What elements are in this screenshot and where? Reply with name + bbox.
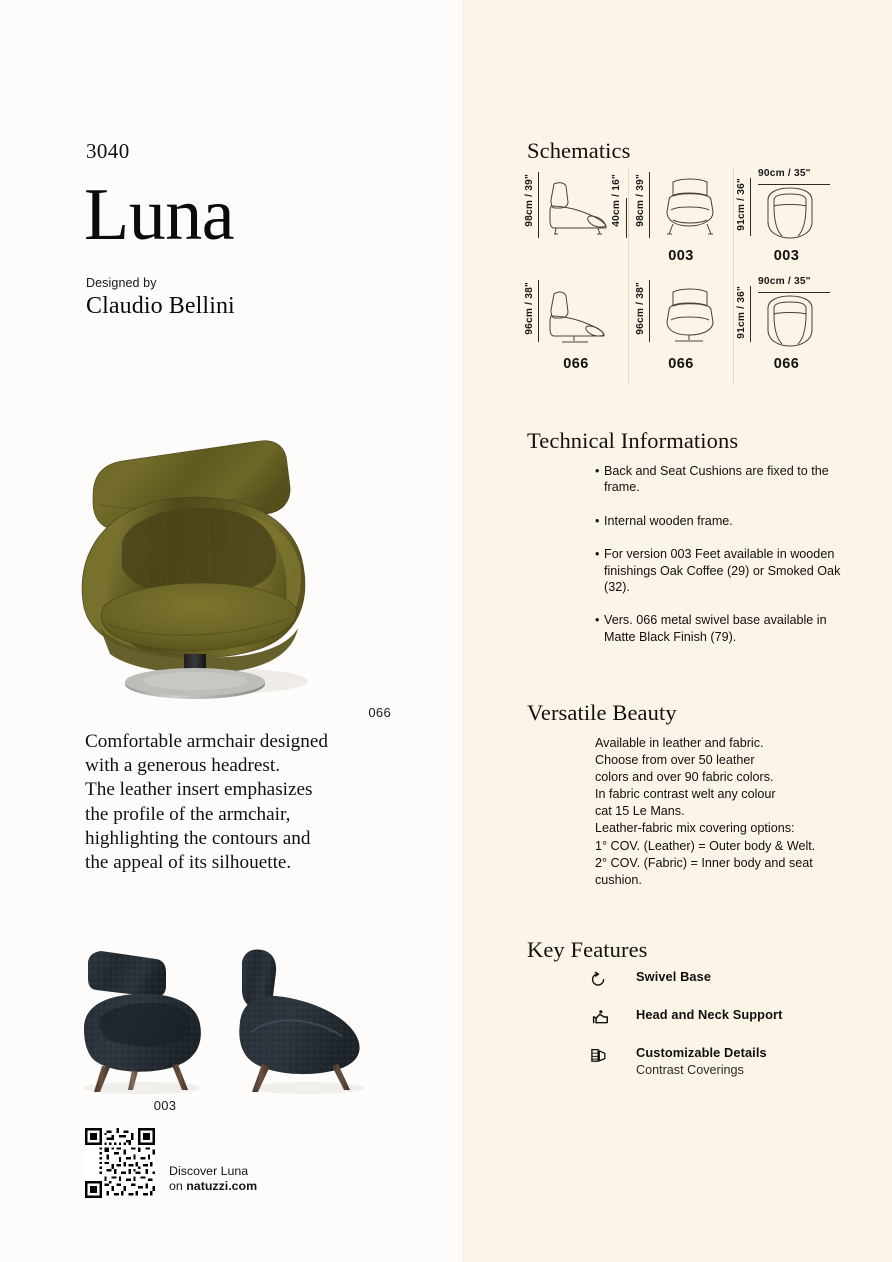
technical-item-text: Internal wooden frame. <box>604 513 733 528</box>
feature-swivel-base <box>590 968 850 990</box>
description-line: highlighting the contours and <box>85 827 311 849</box>
feature-head-neck-support <box>590 1006 850 1028</box>
schematic-cell-side-066 <box>524 276 629 384</box>
feature-customizable-details <box>590 1044 850 1078</box>
schematic-variant-label: 003 <box>773 248 800 264</box>
qr-block[interactable] <box>85 1128 257 1198</box>
hero-chair-illustration <box>60 392 380 704</box>
key-features-heading: Key Features <box>527 937 648 962</box>
versatile-line: In fabric contrast welt any colour <box>595 787 776 802</box>
description-line: The leather insert emphasizes <box>85 779 313 801</box>
versatile-heading: Versatile Beauty <box>527 700 677 725</box>
versatile-line: cat 15 Le Mans. <box>595 804 685 819</box>
bullet-marker: • <box>595 464 600 478</box>
bullet-marker: • <box>595 613 600 628</box>
hero-product-photo <box>60 392 380 704</box>
versatile-line: 1° COV. (Leather) = Outer body & Welt. <box>595 838 816 853</box>
dimension-height: 98cm / 39" <box>635 174 646 227</box>
dimension-secondary: 40cm / 16" <box>611 174 622 227</box>
description-line: the appeal of its silhouette. <box>85 852 292 874</box>
list-item <box>595 513 845 529</box>
dimension-height: 96cm / 38" <box>635 282 646 335</box>
schematic-cell-front-066 <box>629 276 734 384</box>
versatile-line: Available in leather and fabric. <box>595 736 764 750</box>
sub-chair-side <box>239 950 364 1095</box>
page-title: Luna <box>84 174 235 256</box>
dimension-height: 96cm / 38" <box>524 282 535 335</box>
feature-title: Head and Neck Support <box>636 1007 783 1022</box>
dimension-width: 90cm / 35" <box>758 168 811 179</box>
bullet-marker: • <box>595 513 600 528</box>
head-neck-support-glyph <box>590 1008 609 1027</box>
description-line: the profile of the armchair, <box>85 803 291 825</box>
schematic-variant-label: 066 <box>563 356 589 372</box>
hero-variant-code: 066 <box>368 705 391 720</box>
schematics-heading: Schematics <box>527 138 631 163</box>
schematic-front-view <box>657 176 721 240</box>
dimension-height: 98cm / 39" <box>524 174 535 227</box>
schematic-side-view <box>544 284 614 348</box>
right-panel <box>462 0 892 1262</box>
qr-caption-line2 <box>169 1179 257 1194</box>
versatile-line: colors and over 90 fabric colors. <box>595 770 774 785</box>
schematic-front-view <box>657 284 721 348</box>
schematic-side-view <box>544 176 614 240</box>
swivel-rotation-icon <box>590 968 636 990</box>
feature-subtitle: Contrast Coverings <box>636 1063 744 1077</box>
website-link[interactable]: natuzzi.com <box>186 1179 258 1193</box>
technical-list <box>595 463 845 662</box>
schematic-cell-front-003 <box>629 168 734 276</box>
head-neck-support-icon <box>590 1006 636 1028</box>
description-line: with a generous headrest. <box>85 755 281 777</box>
versatile-line: Choose from over 50 leather <box>595 753 755 768</box>
product-description <box>85 730 405 875</box>
designer-name: Claudio Bellini <box>86 293 235 319</box>
schematic-cell-top-003 <box>734 168 839 276</box>
sub-variant-code: 003 <box>153 1098 177 1113</box>
customizable-swatch-glyph <box>590 1046 609 1065</box>
qr-on-prefix: on <box>169 1179 187 1193</box>
bullet-marker: • <box>595 547 600 562</box>
technical-heading: Technical Informations <box>527 428 739 453</box>
versatile-body <box>595 735 845 889</box>
feature-title: Customizable Details <box>636 1045 767 1060</box>
schematic-cell-side-003 <box>524 168 629 276</box>
feature-title: Swivel Base <box>636 969 712 984</box>
sub-chairs-illustration <box>70 940 380 1100</box>
schematic-variant-label: 003 <box>668 248 694 264</box>
technical-item-text: For version 003 Feet available in wooden finishings Oak Coffee (29) or Smoked Oak (32). <box>604 547 841 595</box>
schematic-variant-label: 066 <box>773 356 800 372</box>
product-code: 3040 <box>86 139 130 163</box>
schematic-cell-top-066 <box>734 276 839 384</box>
schematic-top-view <box>760 186 820 242</box>
customizable-swatch-icon <box>590 1044 636 1066</box>
schematics-grid <box>524 168 839 384</box>
designed-by-label: Designed by <box>86 276 157 290</box>
list-item <box>595 463 845 496</box>
schematic-variant-label: 066 <box>668 356 694 372</box>
qr-code-icon[interactable] <box>85 1128 155 1198</box>
qr-caption-line1: Discover Luna <box>169 1164 249 1178</box>
list-item <box>595 546 845 595</box>
technical-item-text: Vers. 066 metal swivel base available in Matte Black Finish (79). <box>604 613 827 644</box>
dimension-width: 90cm / 35" <box>758 276 811 287</box>
schematic-top-view <box>760 294 820 350</box>
qr-caption <box>169 1164 257 1198</box>
versatile-line: Leather-fabric mix covering options: <box>595 821 795 836</box>
secondary-product-photos <box>70 940 380 1100</box>
list-item <box>595 612 845 645</box>
dimension-height: 91cm / 36" <box>736 178 747 231</box>
versatile-line: cushion. <box>595 872 642 887</box>
versatile-line: 2° COV. (Fabric) = Inner body and seat <box>595 855 813 870</box>
sub-chair-front <box>84 951 201 1094</box>
swivel-rotation-glyph <box>590 971 607 988</box>
description-line: Comfortable armchair designed <box>85 731 328 752</box>
dimension-height: 91cm / 36" <box>736 286 747 339</box>
technical-item-text: Back and Seat Cushions are fixed to the frame. <box>604 464 829 495</box>
key-features-list <box>590 968 850 1094</box>
